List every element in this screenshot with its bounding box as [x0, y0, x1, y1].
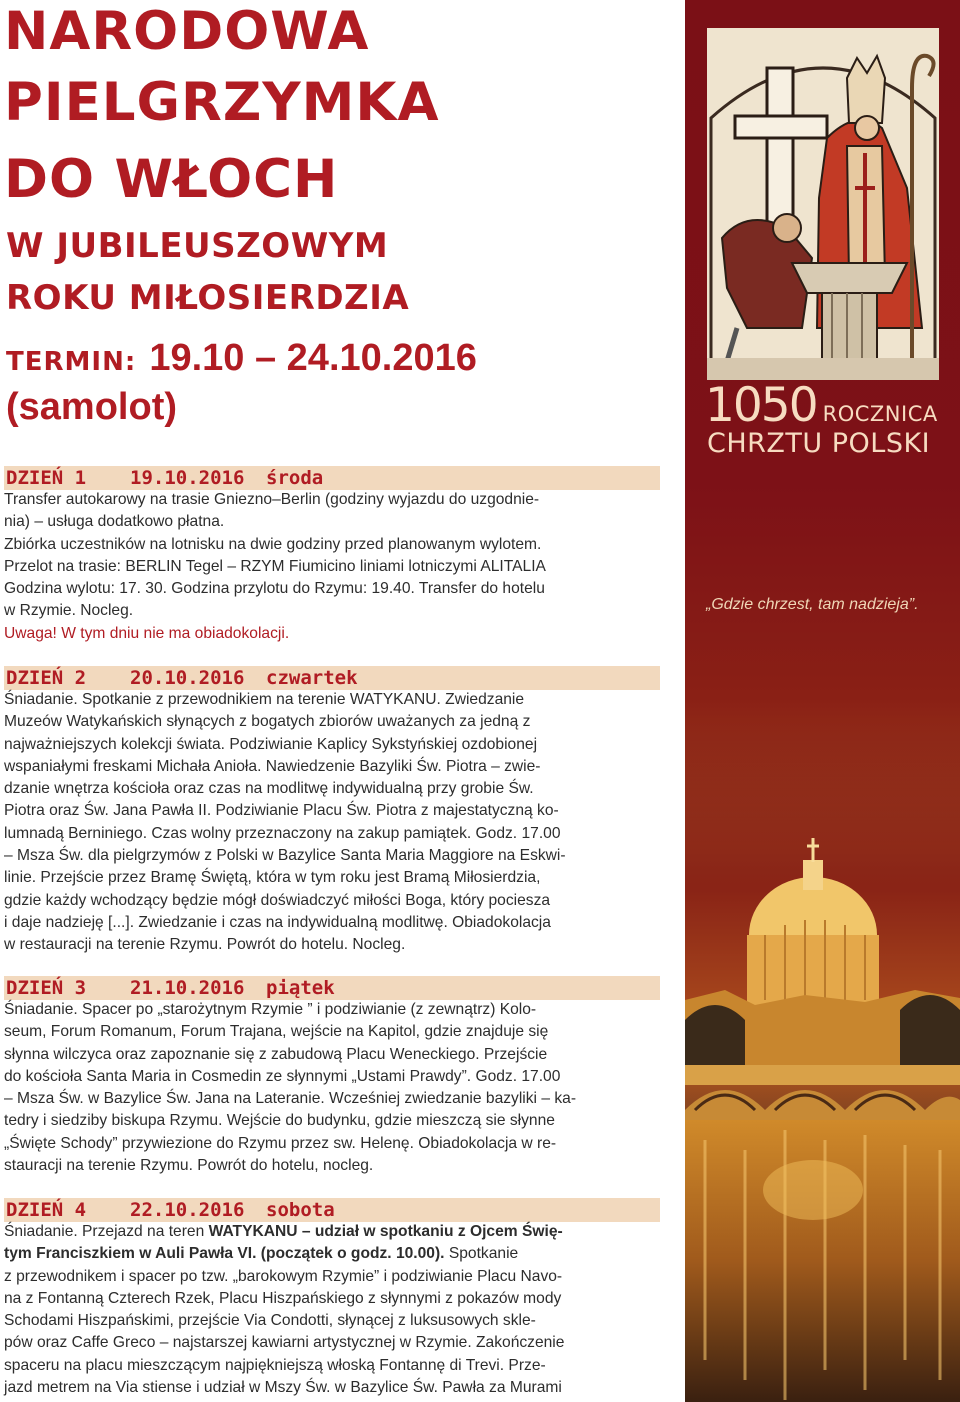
anniversary-number: 1050 [705, 378, 817, 433]
day-4-text [4, 1221, 660, 1399]
text-line: dzanie wnętrza kościoła oraz czas na modlitwę indywidualną przy grobie Św. [4, 780, 534, 798]
day-4-highlight-1: WATYKANU – udział w spotkaniu z Ojcem Świę- [208, 1223, 563, 1240]
title-line-1: NARODOWA [4, 1, 370, 62]
text-line: wspaniałymi freskami Michała Anioła. Nawiedzenie Bazyliki Św. Piotra – zwie- [4, 757, 541, 775]
text-line: – Msza Św. dla pielgrzymów z Polski w Bazylice Santa Maria Maggiore na Eskwi- [4, 847, 566, 865]
text-line: w Rzymie. Nocleg. [4, 602, 134, 620]
text-line: jazd metrem na Via stiense i udział w Mszy Św. w Bazylice Św. Pawła za Murami [4, 1379, 562, 1397]
day-1-header [4, 466, 660, 490]
text-line: lumnadą Berniniego. Czas wolny przeznaczony na zakup pamiątek. Godz. 17.00 [4, 824, 561, 842]
text-line [4, 1243, 660, 1265]
day-3-text [4, 999, 660, 1177]
day-label: DZIEŃ 1 [6, 467, 87, 489]
text-line: w restauracji na terenie Rzymu. Powrót do hotelu. Nocleg. [4, 936, 406, 954]
text-line: Przelot na trasie: BERLIN Tegel – RZYM Fiumicino liniami lotniczymi ALITALIA [4, 557, 546, 575]
subtitle-line-2: ROKU MIŁOSIERDZIA [6, 278, 410, 318]
text-line: do kościoła Santa Maria in Cosmedin ze słynnymi „Ustami Prawdy”. Godz. 17.00 [4, 1067, 561, 1085]
day-4-intro: Śniadanie. Przejazd na teren [4, 1223, 209, 1240]
text-line: gdzie każdy wchodzący będzie mógł doświadczyć miłości Boga, który pociesza [4, 891, 551, 909]
day-4-highlight-2: tym Franciszkiem w Auli Pawła VI. (początek o godz. 10.00). [4, 1245, 445, 1263]
text-line [4, 1221, 660, 1243]
termin-label: TERMIN: [6, 347, 137, 377]
text-line: z przewodnikem i spacer po tzw. „barokowym Rzymie” i podziwianie Placu Navo- [4, 1267, 563, 1285]
day-weekday: środa [266, 467, 324, 489]
text-line: nia) – usługa dodatkowo płatna. [4, 513, 225, 531]
text-line: spaceru na placu mieszczącym najpiękniejszą włoską Fontannę di Trevi. Prze- [4, 1356, 546, 1374]
day-weekday: piątek [266, 977, 335, 999]
title-line-2: PIELGRZYMKA [4, 72, 440, 133]
title-line-3: DO WŁOCH [4, 149, 339, 210]
anniversary-line-1 [705, 378, 938, 433]
termin [6, 337, 477, 380]
termin-dates: 19.10 – 24.10.2016 [149, 337, 477, 379]
day-label: DZIEŃ 3 [6, 977, 87, 999]
day-date: 21.10.2016 [130, 977, 245, 999]
day-label: DZIEŃ 2 [6, 667, 87, 689]
text-line: Transfer autokarowy na trasie Gniezno–Berlin (godziny wyjazdu do uzgodnie- [4, 491, 540, 508]
text-line: słynna wilczyca oraz zapoznanie się z zabudową Placu Weneckiego. Przejście [4, 1045, 548, 1063]
text-line: Piotra oraz Św. Jana Pawła II. Podziwianie Placu Św. Piotra z majestatyczną ko- [4, 802, 559, 820]
rome-night-photo [685, 720, 960, 1402]
day-weekday: sobota [266, 1199, 335, 1221]
text-line: Zbiórka uczestników na lotnisku na dwie godziny przed planowanym wylotem. [4, 535, 542, 553]
anniversary-line-2: CHRZTU POLSKI [707, 428, 931, 459]
sidebar [685, 0, 960, 1402]
subtitle-line-1: W JUBILEUSZOWYM [6, 226, 389, 266]
text-line: Śniadanie. Spotkanie z przewodnikiem na terenie WATYKANU. Zwiedzanie [4, 691, 525, 708]
day-label: DZIEŃ 4 [6, 1199, 87, 1221]
anniversary-word: ROCZNICA [822, 402, 938, 426]
day-1-text [4, 489, 660, 645]
text-line: seum, Forum Romanum, Forum Trajana, wejście na Kapitol, gdzie znajduje się [4, 1023, 549, 1041]
day-1-warning: Uwaga! W tym dniu nie ma obiadokolacji. [4, 624, 290, 642]
baptism-fresco-image [707, 28, 939, 380]
text-line: Śniadanie. Spacer po „starożytnym Rzymie ” i podziwianie (z zewnątrz) Kolo- [4, 1001, 537, 1018]
day-date: 19.10.2016 [130, 467, 245, 489]
day-date: 20.10.2016 [130, 667, 245, 689]
sidebar-quote: „Gdzie chrzest, tam nadzieja”. [706, 596, 919, 613]
text-line: Schodami Hiszpańskimi, przejście Via Condotti, słynącej z luksusowych skle- [4, 1312, 536, 1330]
travel-mode: (samolot) [6, 386, 177, 428]
day-3-header [4, 976, 660, 1000]
text-line: „Święte Schody” przywiezione do Rzymu przez sw. Helenę. Obiadokolacja w re- [4, 1134, 557, 1152]
text-line: pów oraz Caffe Greco – najstarszej kawiarni artystycznej w Rzymie. Zakończenie [4, 1334, 565, 1352]
day-weekday: czwartek [266, 667, 358, 689]
text-line: i daje nadzieję [...]. Zwiedzanie i czas na indywidualną modlitwę. Obiadokolacja [4, 913, 551, 931]
text-line: – Msza Św. w Bazylice Św. Jana na Lateranie. Wcześniej zwiedzanie bazyliki – ka- [4, 1090, 577, 1108]
text-line: stauracji na terenie Rzymu. Powrót do hotelu, nocleg. [4, 1157, 374, 1175]
text-line: najważniejszych kolekcji świata. Podziwianie Kaplicy Sykstyńskiej ozdobionej [4, 735, 538, 753]
day-2-text [4, 689, 660, 957]
day-4-header [4, 1198, 660, 1222]
day-4-after-highlight: Spotkanie [444, 1245, 519, 1263]
text-line: na z Fontanną Czterech Rzek, Placu Hiszpańskiego z słynnymi z pokazów mody [4, 1289, 562, 1307]
day-date: 22.10.2016 [130, 1199, 245, 1221]
day-2-header [4, 666, 660, 690]
text-line: tedry i siedziby biskupa Rzymu. Wejście do budynku, gdzie mieszczą sie słynne [4, 1112, 555, 1130]
text-line: Muzeów Watykańskich słynących z bogatych zbiorów uważanych za jedną z [4, 713, 531, 731]
text-line: Godzina wylotu: 17. 30. Godzina przylotu do Rzymu: 19.40. Transfer do hotelu [4, 580, 545, 598]
text-line: linie. Przejście przez Bramę Świętą, która w tym roku jest Bramą Miłosierdzia, [4, 869, 541, 887]
